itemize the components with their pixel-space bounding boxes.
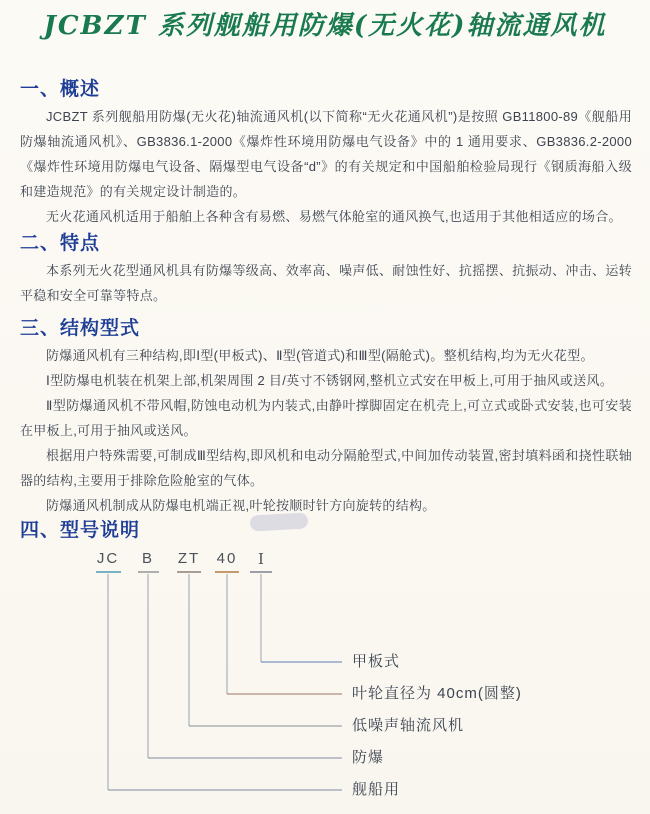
model-number-diagram [0, 549, 650, 814]
model-code-meaning-marine-use: 舰船用 [352, 781, 401, 798]
section-overview [0, 78, 650, 229]
section-features [0, 232, 650, 308]
structure-paragraph-2: Ⅰ型防爆电机装在机架上部,机架周围 2 目/英寸不锈钢网,整机立式安在甲板上,可用于抽风或送风。 [46, 373, 614, 388]
scan-smudge-artifact [250, 512, 309, 531]
model-code-segment-zt: ZT [177, 550, 201, 567]
structure-paragraph-3: Ⅱ型防爆通风机不带风帽,防蚀电动机为内装式,由静叶撑脚固定在机壳上,可立式或卧式安装,也可安装在甲板上,可用于抽风或送风。 [20, 398, 632, 438]
model-code-segment-40: 40 [216, 550, 238, 567]
section-model-designation [0, 519, 650, 814]
model-code-meaning-impeller-diameter: 叶轮直径为 40cm(圆整) [352, 685, 522, 702]
model-code-meaning-deck-type: 甲板式 [352, 653, 401, 670]
overview-paragraph-2: 无火花通风机适用于船舶上各种含有易燃、易燃气体舱室的通风换气,也适用于其他相适应的场合。 [46, 209, 622, 224]
model-code-meaning-low-noise-axial: 低噪声轴流风机 [352, 717, 465, 734]
section-structure-types [0, 317, 650, 518]
model-code-segment-type: Ⅰ [258, 550, 264, 568]
features-paragraph-1: 本系列无火花型通风机具有防爆等级高、效率高、噪声低、耐蚀性好、抗摇摆、抗振动、冲击、运转平稳和安全可靠等特点。 [20, 263, 632, 303]
overview-paragraph-1: JCBZT 系列舰船用防爆(无火花)轴流通风机(以下简称“无火花通风机”)是按照 GB11800-89《舰船用防爆轴流通风机》、GB3836.1-2000《爆炸性环境用防爆电气设备》中的 1 通用要求、GB3836.2-2000《爆炸性环境用防爆电气设备、隔爆型电气设备“d”》的有关规定和中国船舶检验局现行《钢质海船入级和建造规范》的有关规定设计制造的。 [20, 109, 632, 199]
section-heading-structure-types: 三、结构型式 [20, 318, 141, 339]
section-heading-model-designation: 四、型号说明 [20, 520, 141, 541]
section-heading-features: 二、特点 [20, 233, 101, 254]
model-code-segment-b: B [141, 550, 154, 567]
page-title: JCBZT 系列舰船用防爆(无火花)轴流通风机 [43, 11, 607, 41]
section-heading-overview: 一、概述 [20, 79, 101, 100]
model-code-meaning-explosion-proof: 防爆 [352, 749, 385, 766]
model-code-segment-jc: JC [96, 550, 120, 567]
structure-paragraph-5: 防爆通风机制成从防爆电机端正视,叶轮按顺时针方向旋转的结构。 [46, 498, 436, 513]
model-code-connector-lines [0, 549, 650, 814]
structure-paragraph-1: 防爆通风机有三种结构,即Ⅰ型(甲板式)、Ⅱ型(管道式)和Ⅲ型(隔舱式)。整机结构,均为无火花型。 [46, 348, 594, 363]
structure-paragraph-4: 根据用户特殊需要,可制成Ⅲ型结构,即风机和电动分隔舱型式,中间加传动装置,密封填料函和挠性联轴器的结构,主要用于排除危险舱室的气体。 [20, 448, 632, 488]
